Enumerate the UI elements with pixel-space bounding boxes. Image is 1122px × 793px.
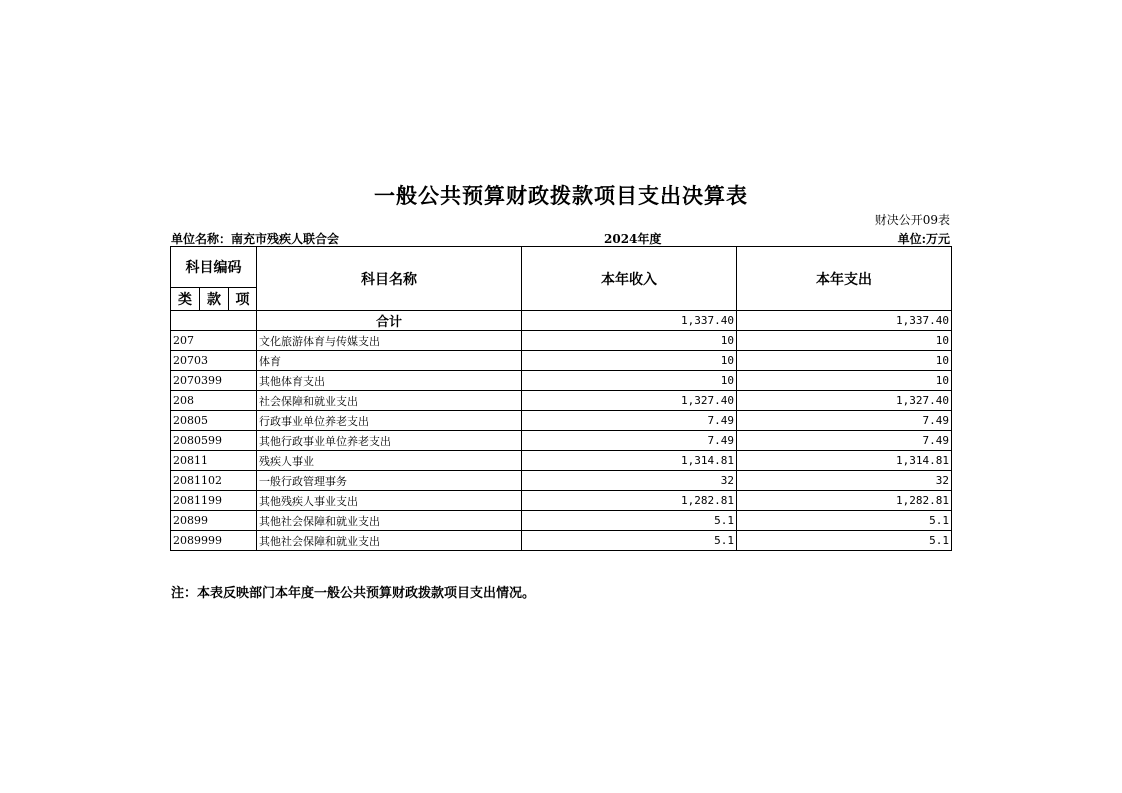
row-expense: 5.1 bbox=[737, 511, 952, 531]
row-name: 残疾人事业 bbox=[257, 451, 522, 471]
row-expense: 1,314.81 bbox=[737, 451, 952, 471]
table-row bbox=[171, 531, 952, 551]
row-code: 2081102 bbox=[171, 471, 257, 491]
row-expense: 10 bbox=[737, 351, 952, 371]
row-name: 其他体育支出 bbox=[257, 371, 522, 391]
row-code: 2081199 bbox=[171, 491, 257, 511]
row-code: 20805 bbox=[171, 411, 257, 431]
unit-name: 单位名称：南充市残疾人联合会 bbox=[171, 232, 340, 246]
row-expense: 1,327.40 bbox=[737, 391, 952, 411]
header-row-1 bbox=[171, 247, 952, 288]
table-row bbox=[171, 431, 952, 451]
table-row bbox=[171, 511, 952, 531]
row-expense: 32 bbox=[737, 471, 952, 491]
income-header: 本年收入 bbox=[522, 247, 737, 311]
table-row bbox=[171, 371, 952, 391]
row-name: 其他社会保障和就业支出 bbox=[257, 531, 522, 551]
row-expense: 7.49 bbox=[737, 411, 952, 431]
row-income: 10 bbox=[522, 331, 737, 351]
table-row bbox=[171, 391, 952, 411]
total-income: 1,337.40 bbox=[522, 311, 737, 331]
table-row bbox=[171, 411, 952, 431]
total-row bbox=[171, 311, 952, 331]
row-code: 2070399 bbox=[171, 371, 257, 391]
row-code: 208 bbox=[171, 391, 257, 411]
row-income: 10 bbox=[522, 351, 737, 371]
table-row bbox=[171, 471, 952, 491]
row-name: 其他残疾人事业支出 bbox=[257, 491, 522, 511]
row-income: 7.49 bbox=[522, 411, 737, 431]
page-title: 一般公共预算财政拨款项目支出决算表 bbox=[374, 183, 748, 208]
row-income: 1,314.81 bbox=[522, 451, 737, 471]
row-income: 1,327.40 bbox=[522, 391, 737, 411]
fiscal-year: 2024年度 bbox=[604, 232, 662, 246]
row-income: 5.1 bbox=[522, 511, 737, 531]
total-expense: 1,337.40 bbox=[737, 311, 952, 331]
expense-header: 本年支出 bbox=[737, 247, 952, 311]
currency-unit: 单位:万元 bbox=[897, 232, 950, 246]
row-name: 其他行政事业单位养老支出 bbox=[257, 431, 522, 451]
row-code: 207 bbox=[171, 331, 257, 351]
row-code: 2089999 bbox=[171, 531, 257, 551]
lei-header: 类 bbox=[171, 288, 200, 311]
row-code: 20899 bbox=[171, 511, 257, 531]
row-income: 32 bbox=[522, 471, 737, 491]
row-name: 文化旅游体育与传媒支出 bbox=[257, 331, 522, 351]
row-income: 5.1 bbox=[522, 531, 737, 551]
table-row bbox=[171, 331, 952, 351]
row-name: 体育 bbox=[257, 351, 522, 371]
row-name: 一般行政管理事务 bbox=[257, 471, 522, 491]
form-number: 财决公开09表 bbox=[874, 213, 950, 227]
table-row bbox=[171, 351, 952, 371]
row-name: 行政事业单位养老支出 bbox=[257, 411, 522, 431]
row-code: 20811 bbox=[171, 451, 257, 471]
total-code-cell bbox=[171, 311, 257, 331]
row-name: 其他社会保障和就业支出 bbox=[257, 511, 522, 531]
xiang-header: 项 bbox=[229, 288, 257, 311]
table-row bbox=[171, 451, 952, 471]
footnote: 注：本表反映部门本年度一般公共预算财政拨款项目支出情况。 bbox=[171, 586, 536, 601]
table-row bbox=[171, 491, 952, 511]
row-expense: 5.1 bbox=[737, 531, 952, 551]
code-group-header: 科目编码 bbox=[171, 247, 257, 288]
row-expense: 10 bbox=[737, 331, 952, 351]
row-expense: 7.49 bbox=[737, 431, 952, 451]
row-income: 10 bbox=[522, 371, 737, 391]
row-income: 1,282.81 bbox=[522, 491, 737, 511]
kuan-header: 款 bbox=[200, 288, 229, 311]
row-expense: 10 bbox=[737, 371, 952, 391]
total-label: 合计 bbox=[257, 311, 522, 331]
name-header: 科目名称 bbox=[257, 247, 522, 311]
row-income: 7.49 bbox=[522, 431, 737, 451]
row-code: 2080599 bbox=[171, 431, 257, 451]
row-name: 社会保障和就业支出 bbox=[257, 391, 522, 411]
row-expense: 1,282.81 bbox=[737, 491, 952, 511]
row-code: 20703 bbox=[171, 351, 257, 371]
budget-table bbox=[170, 246, 952, 551]
